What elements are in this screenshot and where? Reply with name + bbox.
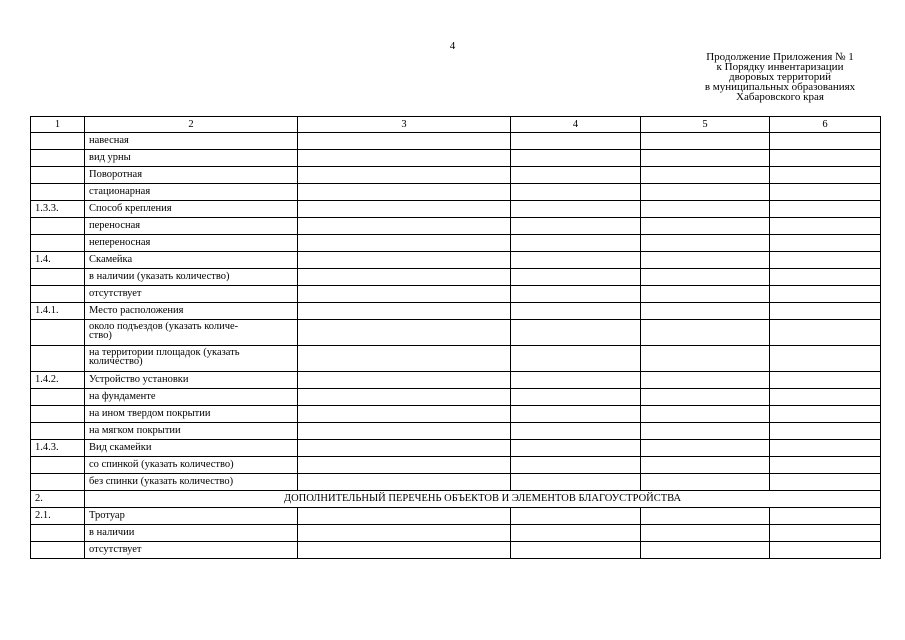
empty-value-cell [641, 372, 770, 389]
row-number-cell: 1.4.2. [31, 372, 85, 389]
empty-value-cell [298, 320, 511, 346]
empty-value-cell [298, 372, 511, 389]
empty-value-cell [770, 184, 881, 201]
row-description-cell: в наличии [85, 525, 298, 542]
empty-value-cell [511, 346, 641, 372]
row-number-cell [31, 167, 85, 184]
column-header: 4 [511, 117, 641, 133]
row-number-cell [31, 235, 85, 252]
row-number-cell [31, 457, 85, 474]
empty-value-cell [298, 286, 511, 303]
row-description-cell: на фундаменте [85, 389, 298, 406]
empty-value-cell [770, 167, 881, 184]
empty-value-cell [641, 252, 770, 269]
empty-value-cell [770, 406, 881, 423]
row-number-cell [31, 269, 85, 286]
table-row [31, 406, 881, 423]
column-header: 2 [85, 117, 298, 133]
empty-value-cell [298, 542, 511, 559]
table-row [31, 167, 881, 184]
page-number: 4 [449, 40, 456, 52]
row-description-cell: переносная [85, 218, 298, 235]
empty-value-cell [641, 406, 770, 423]
appendix-header-line: к Порядку инвентаризации [716, 61, 844, 73]
row-number-cell: 1.4.1. [31, 303, 85, 320]
column-header: 6 [770, 117, 881, 133]
empty-value-cell [770, 440, 881, 457]
empty-value-cell [641, 474, 770, 491]
empty-value-cell [298, 133, 511, 150]
empty-value-cell [298, 218, 511, 235]
row-number-cell [31, 218, 85, 235]
row-number-cell: 1.4. [31, 252, 85, 269]
row-number-cell [31, 184, 85, 201]
empty-value-cell [770, 201, 881, 218]
empty-value-cell [641, 389, 770, 406]
empty-value-cell [511, 184, 641, 201]
table-row [31, 184, 881, 201]
empty-value-cell [511, 525, 641, 542]
table-row [31, 235, 881, 252]
row-description-cell: Вид скамейки [85, 440, 298, 457]
row-description-cell: на территории площадок (указать количество) [85, 346, 298, 372]
empty-value-cell [641, 320, 770, 346]
appendix-header-line: дворовых территорий [728, 71, 832, 83]
table-row [31, 303, 881, 320]
empty-value-cell [511, 303, 641, 320]
empty-value-cell [298, 457, 511, 474]
row-number-cell [31, 286, 85, 303]
empty-value-cell [511, 474, 641, 491]
empty-value-cell [298, 346, 511, 372]
empty-value-cell [298, 474, 511, 491]
empty-value-cell [298, 440, 511, 457]
empty-value-cell [511, 286, 641, 303]
empty-value-cell [770, 457, 881, 474]
section-title-cell: ДОПОЛНИТЕЛЬНЫЙ ПЕРЕЧЕНЬ ОБЪЕКТОВ И ЭЛЕМЕНТОВ БЛАГОУСТРОЙСТВА [85, 491, 881, 508]
table-row [31, 133, 881, 150]
empty-value-cell [298, 167, 511, 184]
row-description-cell: Поворотная [85, 167, 298, 184]
row-description-cell: стационарная [85, 184, 298, 201]
row-description-cell: Место расположения [85, 303, 298, 320]
empty-value-cell [511, 150, 641, 167]
table-row [31, 457, 881, 474]
empty-value-cell [511, 389, 641, 406]
row-number-cell [31, 406, 85, 423]
empty-value-cell [641, 346, 770, 372]
row-number-cell [31, 320, 85, 346]
row-description-cell: навесная [85, 133, 298, 150]
column-header: 1 [31, 117, 85, 133]
empty-value-cell [511, 372, 641, 389]
row-number-cell: 1.3.3. [31, 201, 85, 218]
empty-value-cell [298, 508, 511, 525]
row-description-cell: без спинки (указать количество) [85, 474, 298, 491]
row-number-cell [31, 542, 85, 559]
table-row [31, 320, 881, 346]
table-body [31, 133, 881, 559]
table-row [31, 286, 881, 303]
appendix-header-line: Хабаровского края [736, 91, 824, 103]
empty-value-cell [770, 525, 881, 542]
row-number-cell: 2. [31, 491, 85, 508]
empty-value-cell [641, 235, 770, 252]
row-description-cell: Способ крепления [85, 201, 298, 218]
row-description-cell: Скамейка [85, 252, 298, 269]
empty-value-cell [641, 423, 770, 440]
empty-value-cell [298, 303, 511, 320]
empty-value-cell [298, 423, 511, 440]
row-number-cell [31, 423, 85, 440]
table-row [31, 474, 881, 491]
empty-value-cell [641, 167, 770, 184]
empty-value-cell [641, 218, 770, 235]
empty-value-cell [641, 201, 770, 218]
row-description-cell: на ином твердом покрытии [85, 406, 298, 423]
empty-value-cell [511, 440, 641, 457]
empty-value-cell [770, 423, 881, 440]
empty-value-cell [641, 525, 770, 542]
empty-value-cell [770, 286, 881, 303]
column-header: 5 [641, 117, 770, 133]
empty-value-cell [511, 508, 641, 525]
row-number-cell [31, 133, 85, 150]
empty-value-cell [770, 372, 881, 389]
table-row [31, 372, 881, 389]
empty-value-cell [298, 406, 511, 423]
empty-value-cell [770, 389, 881, 406]
empty-value-cell [770, 218, 881, 235]
empty-value-cell [641, 457, 770, 474]
empty-value-cell [770, 508, 881, 525]
table-row [31, 525, 881, 542]
empty-value-cell [511, 133, 641, 150]
empty-value-cell [511, 269, 641, 286]
empty-value-cell [511, 423, 641, 440]
table-row [31, 269, 881, 286]
table-row [31, 346, 881, 372]
table-row [31, 252, 881, 269]
empty-value-cell [298, 269, 511, 286]
empty-value-cell [641, 269, 770, 286]
empty-value-cell [770, 150, 881, 167]
row-description-cell: в наличии (указать количество) [85, 269, 298, 286]
empty-value-cell [511, 252, 641, 269]
empty-value-cell [511, 218, 641, 235]
empty-value-cell [641, 508, 770, 525]
table-row [31, 508, 881, 525]
empty-value-cell [770, 303, 881, 320]
empty-value-cell [298, 389, 511, 406]
empty-value-cell [770, 133, 881, 150]
row-description-cell: со спинкой (указать количество) [85, 457, 298, 474]
row-description-cell: непереносная [85, 235, 298, 252]
table-row [31, 218, 881, 235]
appendix-header-line: Продолжение Приложения № 1 [706, 51, 854, 63]
row-number-cell [31, 150, 85, 167]
empty-value-cell [511, 201, 641, 218]
empty-value-cell [511, 457, 641, 474]
column-header: 3 [298, 117, 511, 133]
row-description-cell: около подъездов (указать количе- ство) [85, 320, 298, 346]
appendix-header [680, 52, 880, 102]
table-row [31, 423, 881, 440]
row-number-cell [31, 389, 85, 406]
row-number-cell: 1.4.3. [31, 440, 85, 457]
empty-value-cell [298, 201, 511, 218]
empty-value-cell [641, 440, 770, 457]
row-number-cell [31, 474, 85, 491]
empty-value-cell [298, 252, 511, 269]
empty-value-cell [770, 320, 881, 346]
empty-value-cell [641, 150, 770, 167]
empty-value-cell [641, 286, 770, 303]
table-row [31, 150, 881, 167]
row-description-cell: Тротуар [85, 508, 298, 525]
empty-value-cell [641, 133, 770, 150]
empty-value-cell [770, 235, 881, 252]
inventory-table [30, 116, 881, 559]
table-header-row [31, 117, 881, 133]
table-row [31, 201, 881, 218]
empty-value-cell [770, 269, 881, 286]
table-row [31, 542, 881, 559]
row-number-cell [31, 525, 85, 542]
row-description-cell: отсутствует [85, 286, 298, 303]
empty-value-cell [298, 150, 511, 167]
empty-value-cell [298, 184, 511, 201]
empty-value-cell [641, 542, 770, 559]
table-row [31, 440, 881, 457]
table-row [31, 389, 881, 406]
row-description-cell: Устройство установки [85, 372, 298, 389]
empty-value-cell [770, 474, 881, 491]
appendix-header-line: в муниципальных образованиях [704, 81, 856, 93]
row-number-cell: 2.1. [31, 508, 85, 525]
empty-value-cell [770, 542, 881, 559]
section-row [31, 491, 881, 508]
empty-value-cell [641, 303, 770, 320]
empty-value-cell [298, 525, 511, 542]
row-description-cell: отсутствует [85, 542, 298, 559]
empty-value-cell [770, 346, 881, 372]
row-number-cell [31, 346, 85, 372]
row-description-cell: на мягком покрытии [85, 423, 298, 440]
empty-value-cell [298, 235, 511, 252]
empty-value-cell [511, 406, 641, 423]
empty-value-cell [511, 235, 641, 252]
empty-value-cell [511, 320, 641, 346]
row-description-cell: вид урны [85, 150, 298, 167]
empty-value-cell [511, 167, 641, 184]
empty-value-cell [770, 252, 881, 269]
empty-value-cell [641, 184, 770, 201]
empty-value-cell [511, 542, 641, 559]
